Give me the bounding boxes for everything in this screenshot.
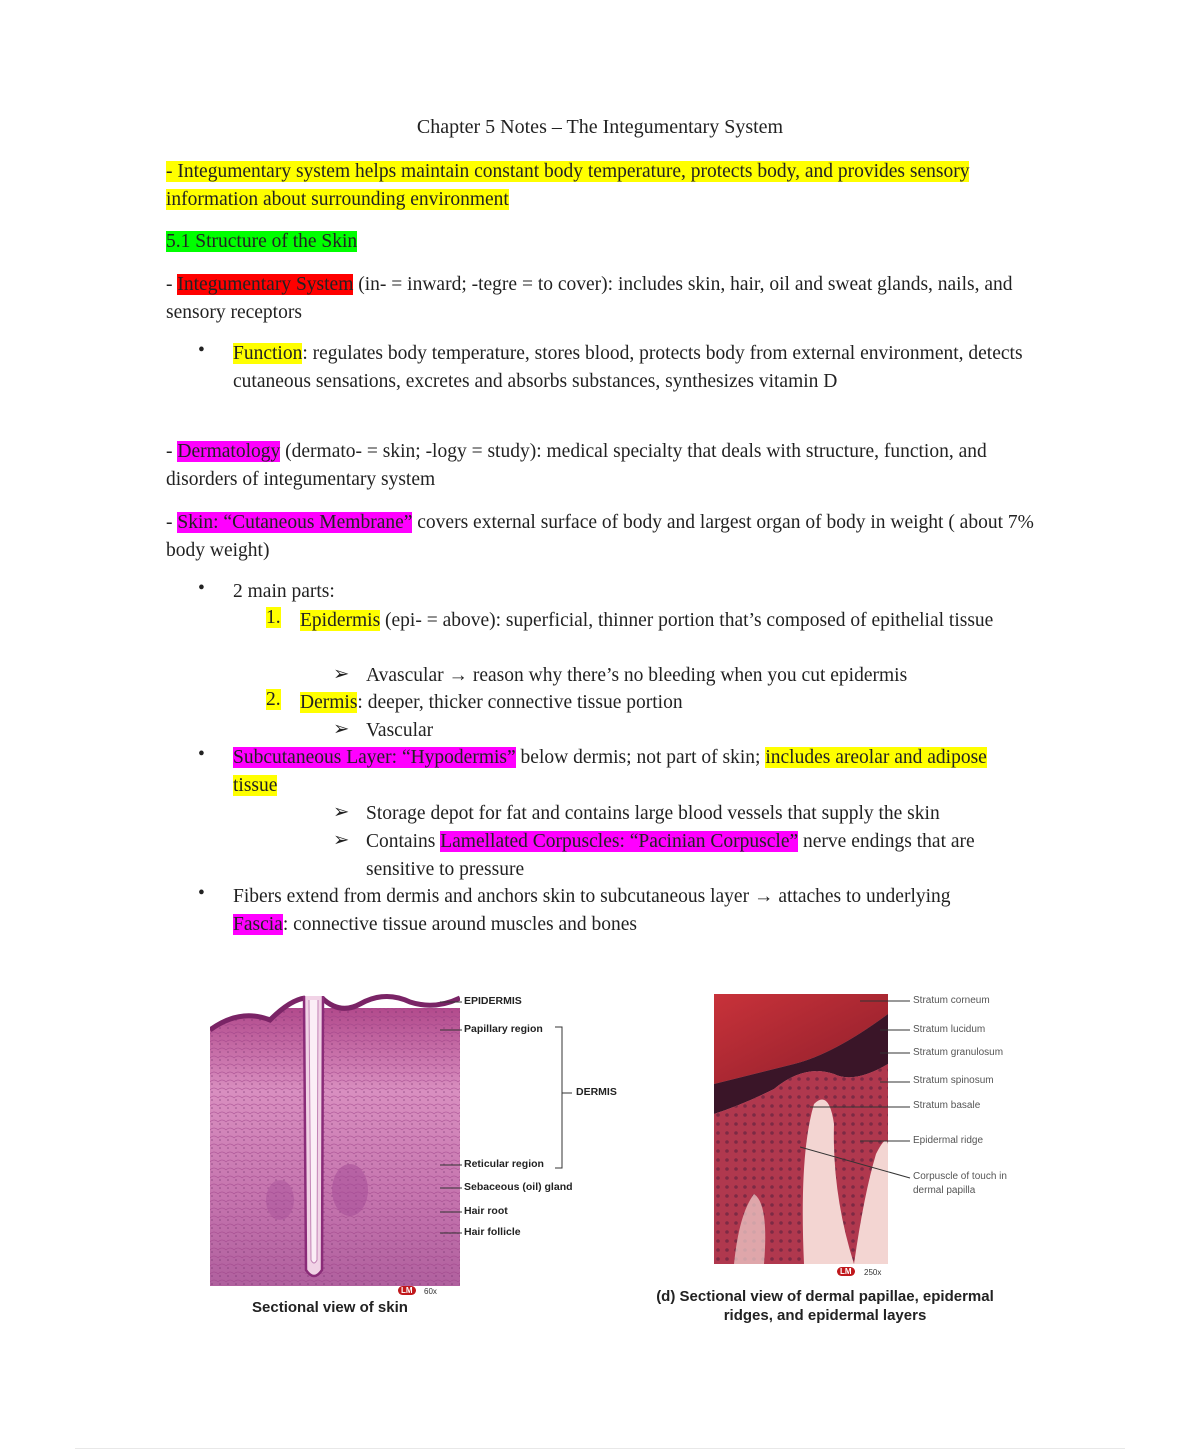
- epidermis-number: 1.: [266, 607, 281, 628]
- skin-rest: covers external surface of body and largest organ of body in weight ( about 7% body weight): [166, 512, 1034, 561]
- integ-term: Integumentary System: [177, 274, 354, 295]
- fig2-label-lucidum: Stratum lucidum: [913, 1024, 986, 1035]
- epidermis-rest: (epi- = above): superficial, thinner portion that’s composed of epithelial tissue: [380, 610, 994, 631]
- intro-text: Integumentary system helps maintain constant body temperature, protects body, and provides sensory information about surrounding environment: [166, 161, 970, 210]
- fig1-label-hair-root: Hair root: [464, 1205, 508, 1217]
- fig1-label-dermis: DERMIS: [576, 1086, 617, 1098]
- fig2-label-epidermal-ridge: Epidermal ridge: [913, 1135, 984, 1146]
- fibers-bullet: •: [198, 883, 205, 904]
- subq-mid: below dermis; not part of skin;: [515, 747, 766, 768]
- page-title: Chapter 5 Notes – The Integumentary System: [416, 116, 784, 138]
- subq-sub2-term: Lamellated Corpuscles: “Pacinian Corpuscle”: [440, 831, 799, 852]
- dermis-paragraph: [300, 689, 1000, 717]
- section-heading: 5.1 Structure of the Skin: [166, 231, 358, 252]
- page-bottom-divider: [75, 1448, 1125, 1449]
- dermis-number-wrap: [266, 689, 281, 711]
- parts-label: 2 main parts:: [233, 581, 335, 602]
- fig1-label-reticular: Reticular region: [464, 1158, 544, 1170]
- dermis-sub-arrow: ➢: [333, 719, 350, 740]
- fig2-label-dermal-papilla: dermal papilla: [913, 1185, 976, 1196]
- fig2-label-spinosum: Stratum spinosum: [913, 1075, 994, 1086]
- epidermis-number-wrap: [266, 607, 281, 629]
- dermis-sub: Vascular: [366, 720, 434, 741]
- dermis-number: 2.: [266, 689, 281, 710]
- integ-rest: (in- = inward; -tegre = to cover): includes skin, hair, oil and sweat glands, nails, and sensory receptors: [166, 274, 1013, 323]
- integ-dash: -: [166, 274, 178, 295]
- subq-sub2: [366, 828, 1046, 883]
- function-rest: : regulates body temperature, stores blood, protects body from external environment, detects cutaneous sensations, excretes and absorbs substances, synthesizes vitamin D: [233, 343, 1023, 392]
- derm-term: Dermatology: [177, 441, 281, 462]
- function-bullet: •: [198, 340, 205, 361]
- fibers-rest: : connective tissue around muscles and bones: [282, 913, 637, 935]
- fig1-label-epidermis: EPIDERMIS: [464, 995, 522, 1007]
- fibers-paragraph: [233, 883, 973, 938]
- fig1-label-hair-follicle: Hair follicle: [464, 1226, 521, 1238]
- intro-dash: -: [166, 161, 178, 182]
- skin-term: Skin: “Cutaneous Membrane”: [177, 512, 413, 533]
- subq-sub2-pre: Contains: [366, 831, 441, 852]
- intro-paragraph: [166, 158, 1036, 213]
- subq-highlight: includes areolar and adipose tissue: [233, 747, 987, 796]
- function-term: Function: [233, 343, 303, 364]
- fibers-pre: Fibers extend from dermis and anchors skin to subcutaneous layer → attaches to underlying: [233, 886, 951, 907]
- fig2-label-corneum: Stratum corneum: [913, 995, 990, 1006]
- integumentary-paragraph: [166, 271, 1036, 326]
- derm-dash: -: [166, 441, 178, 462]
- fig2-caption-line2: ridges, and epidermal layers: [723, 1307, 927, 1324]
- fig2-label-granulosum: Stratum granulosum: [913, 1047, 1004, 1058]
- fig1-label-papillary: Papillary region: [464, 1023, 543, 1035]
- subq-bullet: •: [198, 744, 205, 765]
- subq-term: Subcutaneous Layer: “Hypodermis”: [233, 747, 516, 768]
- skin-section-micrograph: [210, 990, 460, 1286]
- parts-bullet: •: [198, 578, 205, 599]
- section-heading-wrap: [166, 228, 1036, 256]
- fig1-lm-badge: LM: [398, 1286, 416, 1295]
- fig1-magnification: 60x: [424, 1287, 437, 1296]
- dermatology-paragraph: [166, 438, 1036, 493]
- fig2-magnification: 250x: [864, 1268, 882, 1277]
- skin-dash: -: [166, 512, 178, 533]
- fibers-term: Fascia: [233, 913, 283, 935]
- skin-paragraph: [166, 509, 1036, 564]
- fig1-caption: Sectional view of skin: [252, 1299, 408, 1316]
- subq-paragraph: [233, 744, 1033, 799]
- epidermis-sub-arrow: ➢: [333, 664, 350, 685]
- subq-sub1: Storage depot for fat and contains large blood vessels that supply the skin: [366, 803, 940, 824]
- epidermis-sub: Avascular → reason why there’s no bleeding when you cut epidermis: [366, 665, 908, 686]
- epidermis-paragraph: [300, 607, 1000, 635]
- epidermis-term: Epidermis: [300, 610, 381, 631]
- fig2-label-basale: Stratum basale: [913, 1100, 981, 1111]
- papillae-leader-lines: [800, 995, 912, 1195]
- derm-rest: (dermato- = skin; -logy = study): medical specialty that deals with structure, function, and disorders of integumentary system: [166, 441, 987, 490]
- subq-sub2-rest: nerve endings that are sensitive to pressure: [366, 831, 975, 880]
- subq-sub1-arrow: ➢: [333, 802, 350, 823]
- subq-sub2-arrow: ➢: [333, 830, 350, 851]
- fig2-lm-badge: LM: [837, 1267, 855, 1276]
- dermis-term: Dermis: [300, 692, 358, 713]
- fig1-label-sebaceous: Sebaceous (oil) gland: [464, 1181, 573, 1193]
- function-paragraph: [233, 340, 1033, 395]
- fig2-caption-line1: (d) Sectional view of dermal papillae, epidermal: [656, 1288, 994, 1305]
- fig2-label-corpuscle: Corpuscle of touch in: [913, 1171, 1007, 1182]
- dermis-rest: : deeper, thicker connective tissue portion: [357, 692, 683, 713]
